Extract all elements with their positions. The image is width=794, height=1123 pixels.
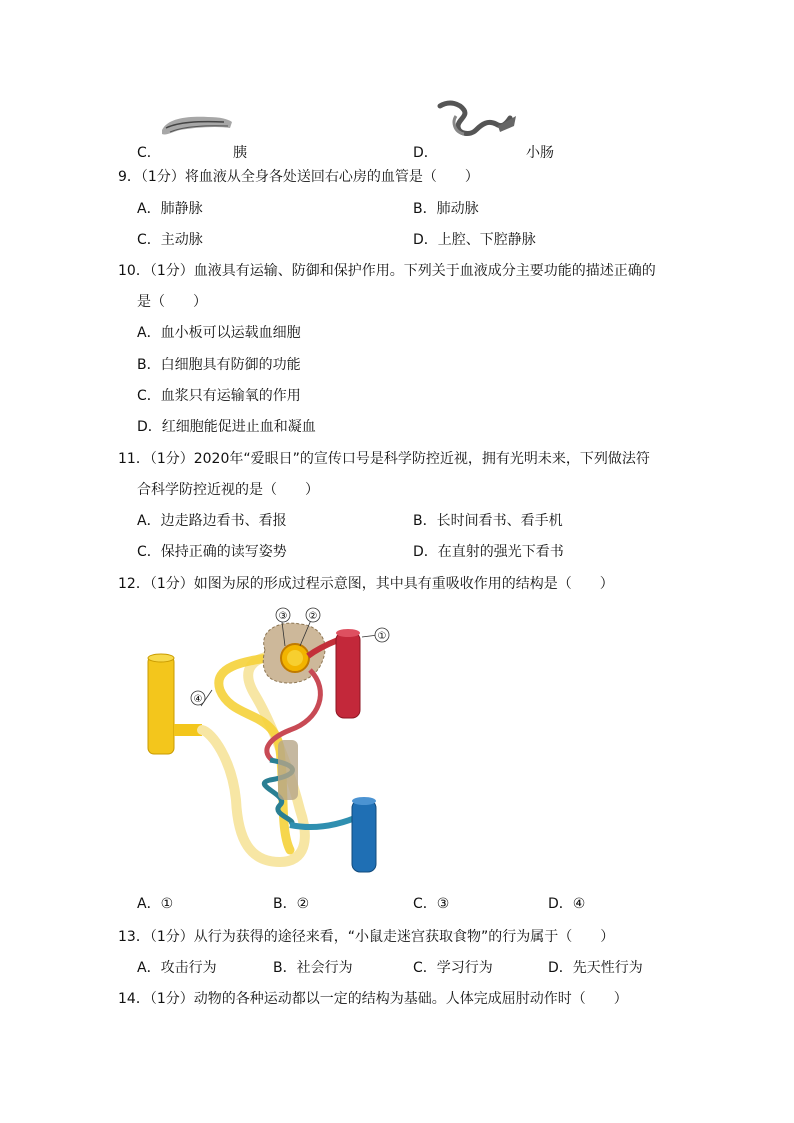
q8-option-d-label: D． [413,145,438,161]
q8-option-c-label: C． [137,145,161,161]
label-2: ② [308,611,318,622]
q9-option-a: A．肺静脉 [137,201,203,217]
q11-option-b: B．长时间看书、看手机 [413,513,563,529]
q10-option-b: B．白细胞具有防御的功能 [137,357,301,373]
q11-option-c: C．保持正确的读写姿势 [137,544,287,560]
small-intestine-image [436,98,520,146]
label-4: ④ [193,694,203,705]
q12-option-d: D．④ [548,896,586,912]
q13-option-b: B．社会行为 [273,960,353,976]
q10-stem-line2: 是（ ） [137,294,207,310]
q8-option-d-caption: 小肠 [526,145,554,161]
q12-option-a: A．① [137,896,174,912]
q10-option-d: D．红细胞能促进止血和凝血 [137,419,316,435]
q9-option-d: D．上腔、下腔静脉 [413,232,536,248]
pancreas-image [158,110,236,140]
q11-option-a: A．边走路边看书、看报 [137,513,287,529]
q12-option-b: B．② [273,896,310,912]
q13-option-c: C．学习行为 [413,960,493,976]
q9-option-b: B．肺动脉 [413,201,479,217]
q11-option-d: D．在直射的强光下看书 [413,544,564,560]
q10-option-a: A．血小板可以运载血细胞 [137,325,301,341]
q10-stem-line1: 10．（1分）血液具有运输、防御和保护作用。下列关于血液成分主要功能的描述正确的 [118,263,656,279]
q10-option-c: C．血浆只有运输氧的作用 [137,388,301,404]
q11-stem-line2: 合科学防控近视的是（ ） [137,482,319,498]
q13-option-a: A．攻击行为 [137,960,217,976]
q8-option-c-caption: 胰 [233,145,247,161]
q12-option-c: C．③ [413,896,450,912]
q13-stem: 13．（1分）从行为获得的途径来看，“小鼠走迷宫获取食物”的行为属于（ ） [118,929,615,945]
q14-stem: 14．（1分）动物的各种运动都以一定的结构为基础。人体完成屈肘动作时（ ） [118,991,628,1007]
nephron-diagram [140,600,400,875]
q12-stem: 12．（1分）如图为尿的形成过程示意图，其中具有重吸收作用的结构是（ ） [118,576,614,592]
label-1: ① [377,631,387,642]
q9-stem: 9．（1分）将血液从全身各处送回右心房的血管是（ ） [118,169,479,185]
q13-option-d: D．先天性行为 [548,960,643,976]
label-3: ③ [278,611,288,622]
q9-option-c: C．主动脉 [137,232,203,248]
q11-stem-line1: 11．（1分）2020年“爱眼日”的宣传口号是科学防控近视，拥有光明未来，下列做法符 [118,451,650,467]
